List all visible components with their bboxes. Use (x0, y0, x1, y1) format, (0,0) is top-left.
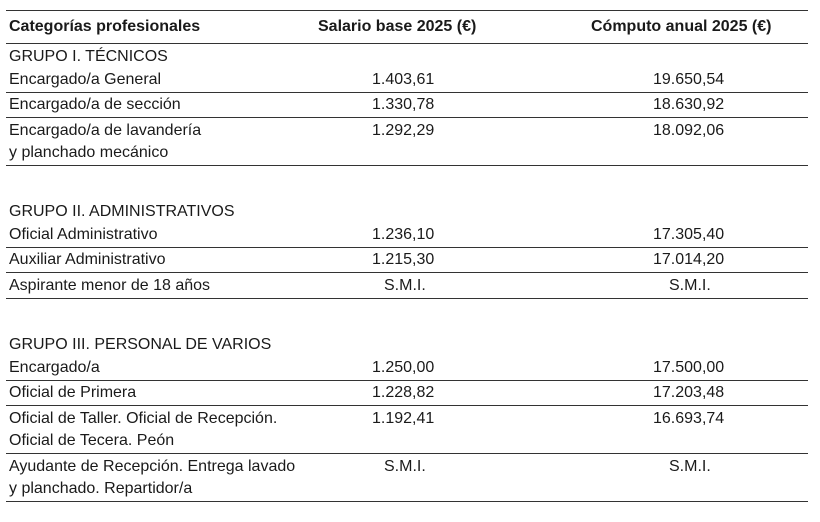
group-end-rule (6, 165, 808, 166)
base-salary-cell: 1.192,41 (372, 410, 435, 427)
annual-cell: 19.650,54 (653, 71, 725, 88)
group-title: GRUPO II. ADMINISTRATIVOS (9, 203, 235, 220)
group-title: GRUPO I. TÉCNICOS (9, 48, 168, 65)
category-cell: Oficial de Primera (9, 384, 137, 401)
category-cell: Oficial Administrativo (9, 226, 158, 243)
row-rule (6, 272, 808, 273)
annual-cell: 17.500,00 (653, 359, 725, 376)
base-salary-cell: 1.250,00 (372, 359, 435, 376)
annual-cell: S.M.I. (669, 277, 711, 294)
base-salary-cell: 1.403,61 (372, 71, 435, 88)
category-cell: Oficial de Taller. Oficial de Recepción. Oficial de Tecera. Peón (9, 410, 278, 449)
header-categories: Categorías profesionales (9, 18, 201, 35)
row-rule (6, 405, 808, 406)
group-end-rule (6, 298, 808, 299)
category-cell: Ayudante de Recepción. Entrega lavado y planchado. Repartidor/a (9, 458, 296, 497)
row-rule (6, 117, 808, 118)
category-cell: Encargado/a de sección (9, 96, 181, 113)
row-rule (6, 247, 808, 248)
base-salary-cell: 1.236,10 (372, 226, 435, 243)
base-salary-cell: 1.215,30 (372, 251, 435, 268)
table-bottom-rule (6, 501, 808, 502)
row-rule (6, 453, 808, 454)
annual-cell: 17.014,20 (653, 251, 725, 268)
category-cell: Aspirante menor de 18 años (9, 277, 211, 294)
header-base-salary: Salario base 2025 (€) (318, 18, 477, 35)
category-cell: Encargado/a (9, 359, 100, 376)
annual-cell: 18.630,92 (653, 96, 725, 113)
category-cell: Auxiliar Administrativo (9, 251, 166, 268)
category-cell: Encargado/a General (9, 71, 162, 88)
row-rule (6, 380, 808, 381)
annual-cell: 16.693,74 (653, 410, 725, 427)
base-salary-cell: S.M.I. (384, 458, 426, 475)
base-salary-cell: 1.228,82 (372, 384, 435, 401)
annual-cell: 18.092,06 (653, 122, 725, 139)
group-title: GRUPO III. PERSONAL DE VARIOS (9, 336, 272, 353)
annual-cell: 17.203,48 (653, 384, 725, 401)
base-salary-cell: 1.330,78 (372, 96, 435, 113)
header-annual: Cómputo anual 2025 (€) (591, 18, 772, 35)
table-header (6, 10, 808, 44)
base-salary-cell: S.M.I. (384, 277, 426, 294)
annual-cell: S.M.I. (669, 458, 711, 475)
category-cell: Encargado/a de lavandería y planchado mecánico (9, 122, 202, 161)
annual-cell: 17.305,40 (653, 226, 725, 243)
header-rule (6, 43, 808, 44)
row-rule (6, 92, 808, 93)
base-salary-cell: 1.292,29 (372, 122, 435, 139)
